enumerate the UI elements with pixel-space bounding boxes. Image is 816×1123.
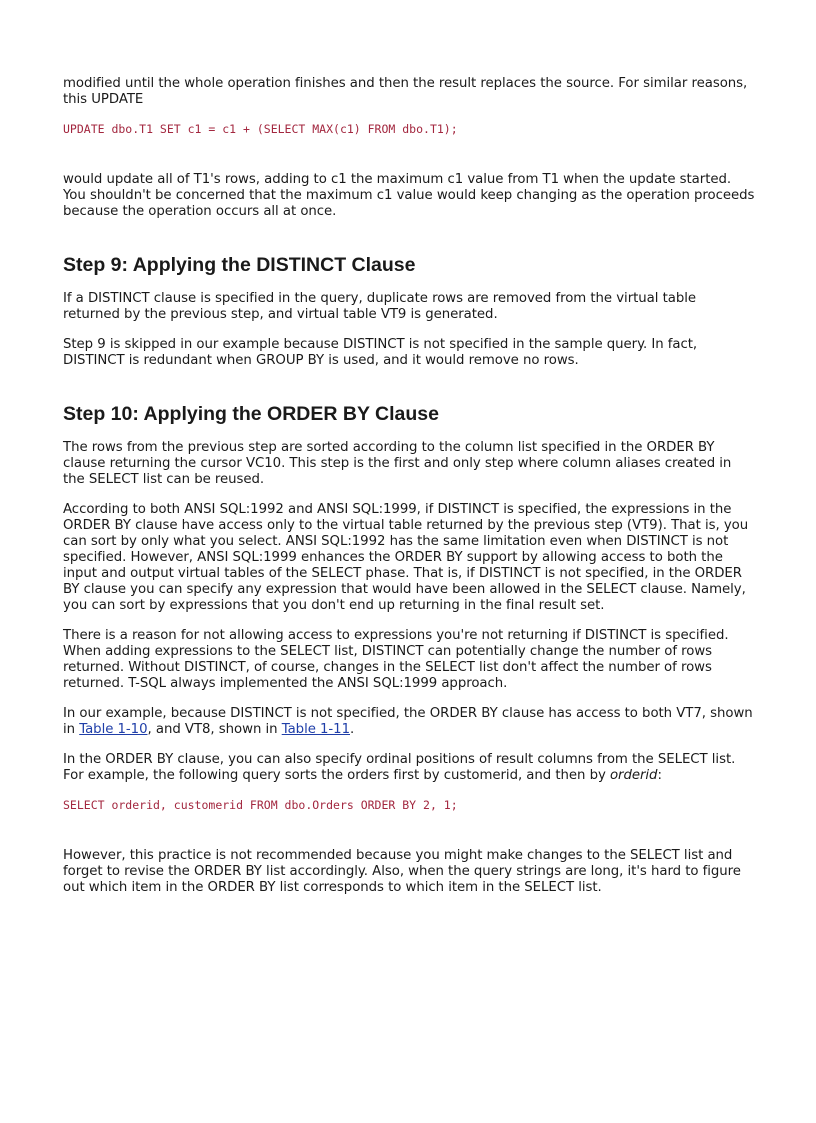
- document-page: [63, 76, 755, 896]
- step9-paragraph-1: If a DISTINCT clause is specified in the query, duplicate rows are removed from the virtual table returned by the previous step, and virtual table VT9 is generated.: [63, 291, 696, 322]
- p5-text-after: :: [657, 768, 662, 783]
- step10-paragraph-6: However, this practice is not recommended because you might make changes to the SELECT list and forget to revise the ORDER BY list accordingly. Also, when the query strings are long, it's hard to figure out which item in the ORDER BY list corresponds to which item in the SELECT list.: [63, 848, 741, 895]
- intro-paragraph: modified until the whole operation finishes and then the result replaces the source. For similar reasons, this UPDATE: [63, 76, 748, 107]
- step9-paragraph-2: Step 9 is skipped in our example because DISTINCT is not specified in the sample query. In fact, DISTINCT is redundant when GROUP BY is used, and it would remove no rows.: [63, 337, 698, 368]
- step10-paragraph-2: According to both ANSI SQL:1992 and ANSI SQL:1999, if DISTINCT is specified, the expressions in the ORDER BY clause have access only to the virtual table returned by the previous step (VT9). That is, you can sort by only what you select. ANSI SQL:1992 has the same limitation even when DISTINCT is not specified. However, ANSI SQL:1999 enhances the ORDER BY support by allowing access to both the input and output virtual tables of the SELECT phase. That is, if DISTINCT is not specified, in the ORDER BY clause you can specify any expression that would have been allowed in the SELECT clause. Namely, you can sort by expressions that you don't end up returning in the final result set.: [63, 502, 749, 613]
- intro-after-code-paragraph: would update all of T1's rows, adding to c1 the maximum c1 value from T1 when the update started. You shouldn't be concerned that the maximum c1 value would keep changing as the operation proceeds because the operation occurs all at once.: [63, 172, 755, 219]
- p5-text-before: In the ORDER BY clause, you can also specify ordinal positions of result columns from the SELECT list. For example, the following query sorts the orders first by customerid, and then by: [63, 752, 736, 783]
- step9-heading: Step 9: Applying the DISTINCT Clause: [63, 254, 416, 276]
- step10-paragraph-5: [63, 752, 755, 784]
- update-code-sample: UPDATE dbo.T1 SET c1 = c1 + (SELECT MAX(c1) FROM dbo.T1);: [63, 122, 458, 136]
- p4-text-middle: , and VT8, shown in: [147, 722, 282, 737]
- step10-paragraph-3: There is a reason for not allowing access to expressions you're not returning if DISTINCT is specified. When adding expressions to the SELECT list, DISTINCT can potentially change the number of rows returned. Without DISTINCT, of course, changes in the SELECT list don't affect the number of rows returned. T-SQL always implemented the ANSI SQL:1999 approach.: [63, 628, 729, 691]
- step10-paragraph-4: [63, 706, 755, 738]
- table-1-11-link[interactable]: Table 1-11: [281, 722, 350, 737]
- p5-emphasis: orderid: [609, 768, 658, 783]
- table-1-10-link[interactable]: Table 1-10: [79, 722, 148, 737]
- order-by-code-sample: SELECT orderid, customerid FROM dbo.Orders ORDER BY 2, 1;: [63, 798, 458, 812]
- step10-paragraph-1: The rows from the previous step are sorted according to the column list specified in the ORDER BY clause returning the cursor VC10. This step is the first and only step where column aliases created in the SELECT list can be reused.: [63, 440, 732, 487]
- p4-text-after: .: [350, 722, 355, 737]
- step10-heading: Step 10: Applying the ORDER BY Clause: [63, 403, 439, 425]
- p4-text-before: In our example, because DISTINCT is not specified, the ORDER BY clause has access to both VT7, shown in: [63, 706, 753, 737]
